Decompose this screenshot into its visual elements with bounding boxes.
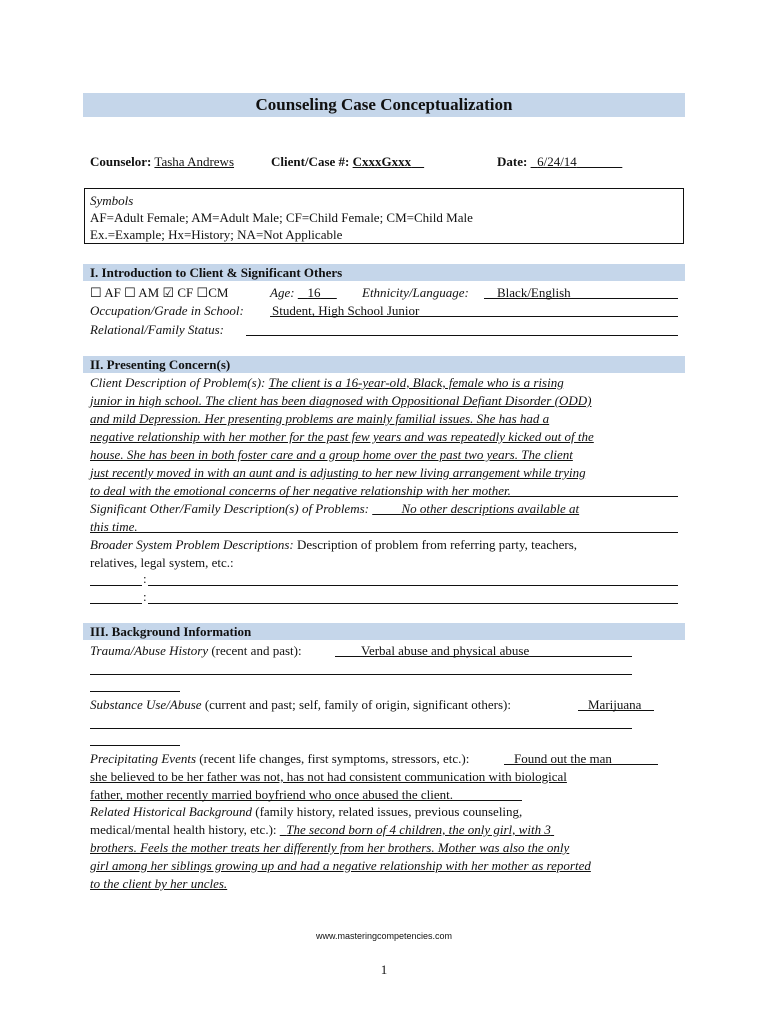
client-desc-line-1: Client Description of Problem(s): The client is a 16-year-old, Black, female who is a rising bbox=[90, 375, 564, 390]
substance-value: Marijuana bbox=[588, 697, 642, 712]
section-presenting-title: II. Presenting Concern(s) bbox=[83, 356, 685, 373]
trauma-hint: (recent and past): bbox=[211, 643, 302, 658]
option-cf-label: CF bbox=[177, 285, 194, 300]
related-value-4: to the client by her uncles. bbox=[90, 876, 228, 891]
option-am-label: AM bbox=[138, 285, 160, 300]
substance-label: Substance Use/Abuse bbox=[90, 697, 202, 712]
checkbox-am-icon[interactable]: ☐ bbox=[124, 285, 136, 300]
precip-hint: (recent life changes, first symptoms, stressors, etc.): bbox=[199, 751, 470, 766]
precip-value-1: Found out the man bbox=[514, 751, 612, 766]
precip-value-2: she believed to be her father was not, has not had consistent communication with biological bbox=[90, 769, 567, 784]
checkbox-cf-checked-icon[interactable]: ☑ bbox=[162, 285, 175, 300]
trauma-value: Verbal abuse and physical abuse bbox=[361, 643, 530, 658]
substance-blank-1 bbox=[90, 728, 632, 729]
date-info bbox=[497, 153, 622, 170]
broader-blank-short-1 bbox=[90, 585, 142, 586]
option-af-label: AF bbox=[104, 285, 121, 300]
broader-line-1 bbox=[90, 536, 577, 553]
age-field bbox=[270, 284, 337, 301]
client-value: CxxxGxxx bbox=[352, 154, 412, 169]
occupation-field bbox=[90, 302, 244, 319]
relational-field bbox=[90, 321, 224, 338]
symbols-line-1: AF=Adult Female; AM=Adult Male; CF=Child Female; CM=Child Male bbox=[90, 210, 473, 225]
relational-underline bbox=[246, 335, 678, 336]
occupation-label: Occupation/Grade in School: bbox=[90, 303, 244, 318]
ethnicity-label: Ethnicity/Language: bbox=[362, 285, 469, 300]
client-desc-label: Client Description of Problem(s): bbox=[90, 375, 266, 390]
page-number: 1 bbox=[380, 962, 388, 977]
substance-field bbox=[90, 696, 511, 713]
symbols-line-2: Ex.=Example; Hx=History; NA=Not Applicable bbox=[90, 227, 343, 242]
ethnicity-value: Black/English bbox=[497, 285, 571, 300]
broader-text-2: relatives, legal system, etc.: bbox=[90, 555, 234, 570]
client-desc-line-6: just recently moved in with an aunt and is adjusting to her new living arrangement while trying bbox=[90, 465, 586, 480]
broader-label: Broader System Problem Descriptions: bbox=[90, 537, 294, 552]
precip-line-1 bbox=[90, 750, 469, 767]
option-cm-label: CM bbox=[208, 285, 229, 300]
related-line-1 bbox=[90, 803, 522, 820]
section-background-title: III. Background Information bbox=[83, 623, 685, 640]
header-info-line bbox=[90, 153, 234, 170]
related-value-3: girl among her siblings growing up and had a negative relationship with her mother as reported bbox=[90, 858, 591, 873]
related-value-2: brothers. Feels the mother treats her differently from her brothers. Mother was also the only bbox=[90, 840, 570, 855]
sig-other-end-rule bbox=[90, 532, 678, 533]
trauma-label: Trauma/Abuse History bbox=[90, 643, 209, 658]
client-desc-line-5: house. She has been in both foster care and a group home over the past two years. The client bbox=[90, 447, 573, 462]
broader-blank-long-1 bbox=[148, 585, 678, 586]
sig-other-line-2: this time. bbox=[90, 519, 138, 534]
ethnicity-field bbox=[362, 284, 469, 301]
broader-blank-short-2 bbox=[90, 603, 142, 604]
section-intro-title: I. Introduction to Client & Significant Others bbox=[83, 264, 685, 281]
precip-label: Precipitating Events bbox=[90, 751, 197, 766]
occupation-value: Student, High School Junior bbox=[272, 303, 420, 318]
substance-blank-2 bbox=[90, 745, 180, 746]
client-info bbox=[271, 153, 424, 170]
symbols-heading: Symbols bbox=[90, 193, 134, 208]
age-label: Age: bbox=[270, 285, 295, 300]
substance-hint: (current and past; self, family of origin, significant others): bbox=[204, 697, 511, 712]
client-desc-line-2: junior in high school. The client has been diagnosed with Oppositional Defiant Disorder (ODD) bbox=[90, 393, 592, 408]
related-hint-1: (family history, related issues, previous counseling, bbox=[255, 804, 523, 819]
trauma-field bbox=[90, 642, 302, 659]
checkbox-af-icon[interactable]: ☐ bbox=[90, 285, 102, 300]
client-desc-line-4: negative relationship with her mother for the past few years and was repeatedly kicked out of the bbox=[90, 429, 594, 444]
related-line-2: medical/mental health history, etc.): The second born of 4 children, the only girl, with 3 bbox=[90, 822, 551, 837]
symbols-box bbox=[84, 188, 684, 244]
counselor-value: Tasha Andrews bbox=[154, 154, 235, 169]
client-type-row bbox=[90, 284, 228, 301]
precip-value-3: father, mother recently married boyfriend who once abused the client. bbox=[90, 787, 453, 802]
page-title: Counseling Case Conceptualization bbox=[83, 93, 685, 117]
broader-blank-long-2 bbox=[148, 603, 678, 604]
date-value: 6/24/14 bbox=[537, 154, 577, 169]
sig-other-label: Significant Other/Family Description(s) of Problems: bbox=[90, 501, 369, 516]
document-page: Counseling Case Conceptualization Counselor: Tasha Andrews Client/Case #: CxxxGxxx Date: 6/24/14 Symbols AF=Adult Female; AM=Adult Male; CF=Child Female; CM=Child Male Ex.=Example; Hx=History; NA=Not Applicable I. Introduction to Client & Significant Others ☐ AF ☐ AM ☑ CF ☐CM Age: 16 Ethnicity/Language: Black/English Occupation/Grade in School: Student, High School Junior Relational/Family Status: II. Presenting Concern(s) Client Description of Problem(s): The client is a 16-year-old, Black, female who is a rising junior in high school. The client has been diagnosed with Oppositional Defiant Disorder (ODD) and mild Depression. Her presenting problems are mainly familial issues. She has had a negative relationship with her mother for the past few years and was repeatedly kicked out of the house. She has been in both foster care and a group home over the past two years. The client just recently moved in with an aunt and is adjusting to her new living arrangement while trying to deal with the emotional concerns of her negative relationship with her mother. Significant Other/Family Description(s) of Problems: No other descriptions available at this time. Broader System Problem Descriptions: Description of problem from referring party, teachers, relatives, legal system, etc.: : : III. Background Information Trauma/Abuse History (recent and past): Verbal abuse and physical abuse Substance Use/Abuse (current and past; self, family of origin, significant others): Marijuana Precipitating Events (recent life changes, first symptoms, stressors, etc.): Found out the man she believed to be her father was not, has not had consistent communication with biological father, mother recently married boyfriend who once abused the client. Related Historical Background (family history, related issues, previous counseling, medical/mental health history, etc.): The second born of 4 children, the only girl, with 3 brothers. Feels the mother treats her differently from her brothers. Mother was also the only girl among her siblings growing up and had a negative relationship with her mother as reported to the client by her uncles. www.masteringcompetencies.com 1 bbox=[0, 0, 768, 1024]
sig-other-line-1: Significant Other/Family Description(s) of Problems: No other descriptions available at bbox=[90, 501, 580, 516]
footer-url: www.masteringcompetencies.com bbox=[315, 931, 453, 941]
broader-text-1: Description of problem from referring party, teachers, bbox=[297, 537, 578, 552]
related-hint-2: medical/mental health history, etc.): bbox=[90, 822, 277, 837]
client-desc-line-7: to deal with the emotional concerns of her negative relationship with her mother. bbox=[90, 483, 511, 498]
checkbox-cm-icon[interactable]: ☐ bbox=[196, 285, 209, 300]
client-label: Client/Case #: bbox=[271, 154, 350, 169]
related-label: Related Historical Background bbox=[90, 804, 252, 819]
client-desc-line-3: and mild Depression. Her presenting problems are mainly familial issues. She has had a bbox=[90, 411, 550, 426]
relational-label: Relational/Family Status: bbox=[90, 322, 224, 337]
date-label: Date: bbox=[497, 154, 528, 169]
trauma-blank-1 bbox=[90, 674, 632, 675]
age-value: 16 bbox=[307, 285, 321, 300]
counselor-label: Counselor: bbox=[90, 154, 152, 169]
trauma-blank-2 bbox=[90, 691, 180, 692]
